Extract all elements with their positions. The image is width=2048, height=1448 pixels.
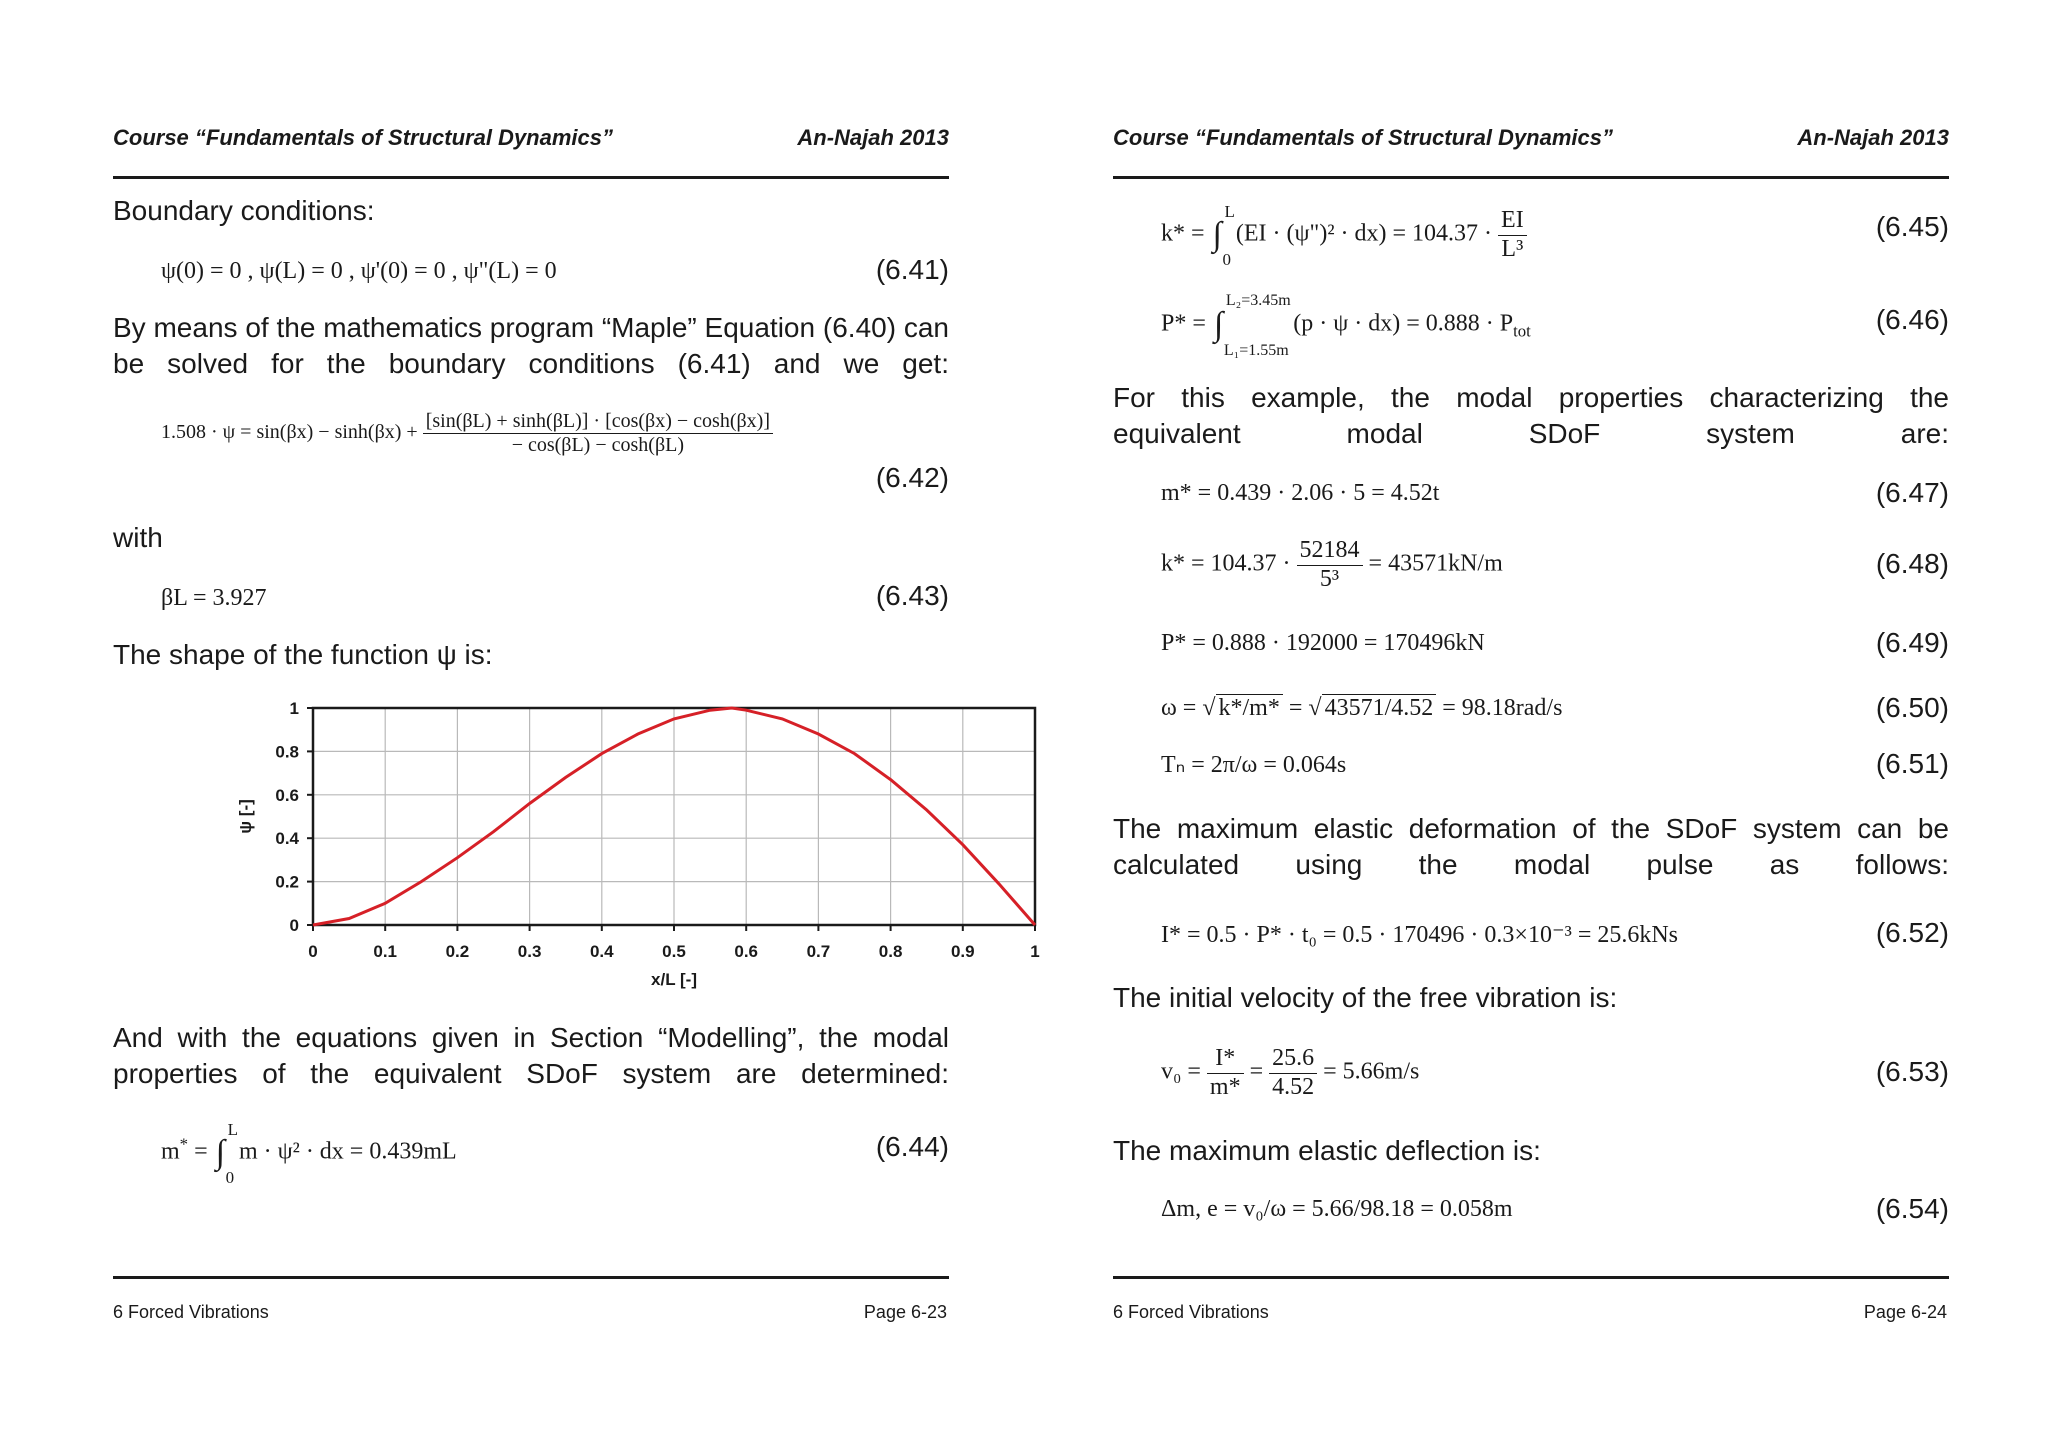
equation-6-46-body: (p · ψ · dx) = 0.888 · P: [1293, 310, 1514, 337]
modal-paragraph: And with the equations given in Section “Modelling”, the modal properties of the equivalent SDoF system are determined:: [113, 1022, 949, 1089]
deflection-paragraph: The maximum elastic deflection is:: [1113, 1135, 1541, 1166]
equation-6-47: m* = 0.439 · 2.06 · 5 = 4.52t: [1161, 480, 1440, 506]
mode-shape-chart: [133, 688, 1040, 1008]
equation-number-6-41: (6.41): [875, 254, 949, 285]
fraction-1-denominator: m*: [1209, 1073, 1241, 1100]
equation-number-6-51: (6.51): [1875, 748, 1949, 779]
course-place: An-Najah 2013: [1797, 125, 1949, 150]
equation-6-50-mid: = √: [1282, 695, 1322, 721]
equation-6-54: Δm, e = v₀/ω = 5.66/98.18 = 0.058m: [1161, 1196, 1513, 1222]
course-place: An-Najah 2013: [797, 125, 949, 150]
equation-6-44-rhs: m · ψ² · dx = 0.439mL: [238, 1138, 457, 1165]
y-tick-label: 0.2: [275, 872, 299, 892]
with-label: with: [113, 522, 163, 553]
equation-6-42-fraction: [423, 410, 773, 457]
maple-paragraph: By means of the mathematics program “Maple” Equation (6.40) can be solved for the boundary conditions (6.41) and we get:: [113, 312, 949, 379]
equation-6-44-star: *: [179, 1134, 189, 1154]
footer-rule: [1113, 1276, 1949, 1279]
equation-number-6-53: (6.53): [1875, 1056, 1949, 1087]
fraction-1-numerator: I*: [1207, 1045, 1244, 1074]
equation-6-44: m* = ∫ L 0 m · ψ² · dx = 0.439mL: [161, 1120, 457, 1187]
page-header: [1113, 125, 1949, 155]
equation-6-48-denominator: 5³: [1319, 565, 1340, 592]
equation-6-50-lhs: ω = √: [1161, 695, 1216, 721]
velocity-paragraph: The initial velocity of the free vibration is:: [1113, 982, 1618, 1013]
y-tick-label: 1: [289, 699, 299, 718]
equation-6-53: v₀ = $\frac{I*}{m*}$ = $\frac{25.6}{4.52}$ = 5.66m/s: [1161, 1045, 1420, 1100]
x-tick-label: 0.6: [734, 942, 759, 961]
equation-6-48-result: = 43571kN/m: [1368, 550, 1503, 577]
x-tick-label: 1: [1030, 942, 1040, 961]
equation-number-6-45: (6.45): [1875, 211, 1949, 242]
equation-6-52: I* = 0.5 · P* · t₀ = 0.5 · 170496 · 0.3×10⁻³ = 25.6kNs: [1161, 922, 1679, 948]
equation-6-48-lhs: k* = 104.37 ·: [1161, 550, 1291, 577]
equation-number-6-54: (6.54): [1875, 1193, 1949, 1224]
chapter-label: 6 Forced Vibrations: [1113, 1302, 1269, 1322]
x-tick-label: 0.8: [878, 942, 903, 961]
equation-6-50-result: = 98.18rad/s: [1436, 695, 1563, 721]
equation-6-41: ψ(0) = 0 , ψ(L) = 0 , ψ'(0) = 0 , ψ"(L) = 0: [161, 258, 557, 284]
equation-number-6-49: (6.49): [1875, 627, 1949, 658]
x-tick-label: 0.7: [806, 942, 831, 961]
x-tick-label: 0.2: [445, 942, 470, 961]
y-tick-label: 0.4: [275, 829, 299, 849]
example-paragraph: For this example, the modal properties characterizing the equivalent modal SDoF system are:: [1113, 382, 1949, 449]
equation-number-6-47: (6.47): [1875, 477, 1949, 508]
equation-6-53-lhs: v₀ =: [1161, 1058, 1201, 1085]
equation-6-48-numerator: 52184: [1297, 537, 1363, 566]
equation-6-48-fraction: [1297, 537, 1363, 593]
equation-6-53-result: = 5.66m/s: [1323, 1058, 1420, 1085]
equation-number-6-43: (6.43): [875, 580, 949, 611]
equation-6-45-body: (EI · (ψ")² · dx) = 104.37 ·: [1235, 220, 1493, 247]
equation-6-46-lhs: P* =: [1161, 310, 1206, 337]
x-tick-label: 0.4: [589, 942, 614, 961]
equation-6-42-numerator: [sin(βL) + sinh(βL)] · [cos(βx) − cosh(βx)]: [423, 410, 773, 434]
x-tick-label: 0.1: [373, 942, 398, 961]
integral-sign: ∫ L 0: [1212, 202, 1235, 270]
x-tick-label: 0.9: [950, 942, 975, 961]
fraction-2-denominator: 4.52: [1272, 1073, 1315, 1100]
equation-6-42-denominator: − cos(βL) − cosh(βL): [511, 434, 684, 456]
page-header: [113, 125, 949, 155]
page-number: Page 6-23: [863, 1302, 947, 1322]
equation-number-6-52: (6.52): [1875, 917, 1949, 948]
equation-6-48: [1161, 537, 1503, 593]
fraction-2-numerator: 25.6: [1269, 1045, 1317, 1074]
y-tick-label: 0: [289, 916, 299, 935]
y-tick-label: 0.6: [275, 785, 299, 805]
equation-6-50: [1161, 695, 1562, 722]
equation-6-53-fraction-1: [1207, 1045, 1244, 1101]
page-right: [1113, 0, 1949, 1448]
y-axis-label: ψ [-]: [236, 799, 255, 834]
course-title: Course “Fundamentals of Structural Dynamics”: [1113, 125, 1613, 150]
equation-6-42-lhs: 1.508 · ψ = sin(βx) − sinh(βx) +: [161, 421, 418, 444]
integral-sign: ∫ L 0: [215, 1120, 238, 1187]
x-axis-label: x/L [-]: [651, 970, 697, 989]
header-rule: [1113, 176, 1949, 179]
header-rule: [113, 176, 949, 179]
x-tick-label: 0.5: [662, 942, 686, 961]
integral-sign: ∫ L₂=3.45m L₁=1.55m: [1213, 292, 1291, 359]
equation-6-45-lhs: k* =: [1161, 220, 1205, 247]
chapter-label: 6 Forced Vibrations: [113, 1302, 269, 1322]
equation-6-45-denominator: L³: [1501, 235, 1524, 262]
equation-6-45: [1161, 202, 1527, 270]
equation-6-49: P* = 0.888 · 192000 = 170496kN: [1161, 630, 1485, 656]
equation-6-42: [161, 410, 773, 457]
integral-upper-limit: L₂=3.45m: [1225, 292, 1291, 309]
equation-number-6-42: (6.42): [875, 462, 949, 493]
y-tick-label: 0.8: [275, 742, 299, 762]
page-left: [113, 0, 1040, 1448]
x-tick-label: 0: [308, 942, 318, 961]
equation-6-43: βL = 3.927: [161, 585, 267, 611]
sqrt-radicand-2: 43571/4.52: [1322, 694, 1437, 721]
equation-6-51: Tₙ = 2π/ω = 0.064s: [1161, 752, 1347, 778]
equation-number-6-44: (6.44): [875, 1131, 949, 1162]
equation-6-46: [1161, 292, 1531, 359]
equation-6-53-fraction-2: [1269, 1045, 1317, 1101]
sqrt-radicand-1: k*/m*: [1216, 694, 1283, 721]
equation-number-6-46: (6.46): [1875, 304, 1949, 335]
x-tick-label: 0.3: [517, 942, 542, 961]
equation-6-45-numerator: EI: [1498, 207, 1527, 236]
course-title: Course “Fundamentals of Structural Dynamics”: [113, 125, 613, 150]
shape-paragraph: The shape of the function ψ is:: [113, 639, 493, 670]
page-number: Page 6-24: [1863, 1302, 1947, 1322]
equation-number-6-50: (6.50): [1875, 692, 1949, 723]
deformation-paragraph: The maximum elastic deformation of the SDoF system can be calculated using the modal pulse as follows:: [1113, 813, 1949, 880]
equation-6-46-subscript: tot: [1513, 321, 1531, 341]
equation-number-6-48: (6.48): [1875, 548, 1949, 579]
integral-lower-limit: L₁=1.55m: [1223, 342, 1289, 359]
boundary-heading: Boundary conditions:: [113, 195, 375, 226]
footer-rule: [113, 1276, 949, 1279]
equation-6-44-lhs: m: [161, 1138, 180, 1165]
equation-6-45-fraction: [1498, 207, 1527, 263]
